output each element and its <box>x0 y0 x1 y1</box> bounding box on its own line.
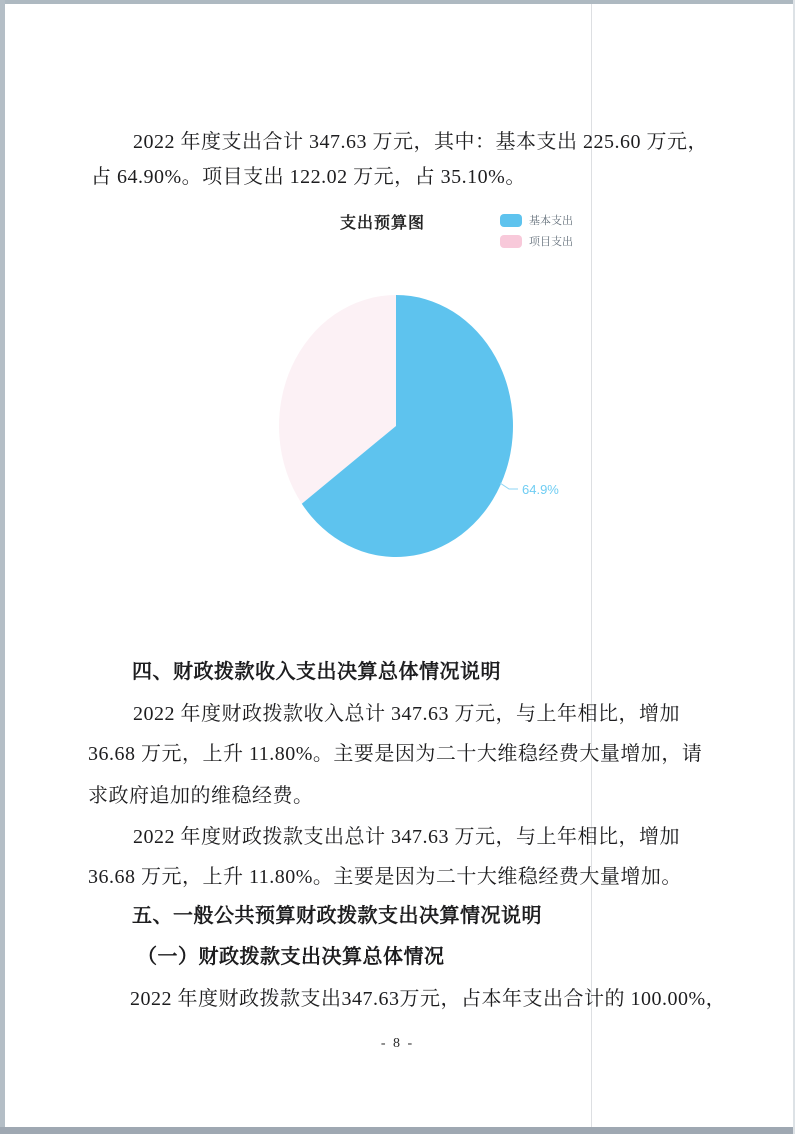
legend-item-basic <box>500 213 573 227</box>
section-four-para2-line-1: 2022 年度财政拨款支出总计 347.63 万元，与上年相比，增加 <box>133 826 680 848</box>
page-number: - 8 - <box>380 1036 415 1051</box>
pie-label-leader-line <box>500 483 518 489</box>
intro-line-1: 2022 年度支出合计 347.63 万元，其中：基本支出 225.60 万元， <box>133 131 708 153</box>
legend-swatch-project-icon <box>500 235 522 248</box>
section-five-heading: 五、一般公共预算财政拨款支出决算情况说明 <box>132 905 542 927</box>
legend-swatch-basic-icon <box>500 214 522 227</box>
section-four-heading: 四、财政拨款收入支出决算总体情况说明 <box>132 661 501 683</box>
section-four-para1-line-1: 2022 年度财政拨款收入总计 347.63 万元，与上年相比，增加 <box>133 703 680 725</box>
pie-chart-svg <box>250 279 650 579</box>
section-five-para-line-1: 2022 年度财政拨款支出347.63万元，占本年支出合计的 100.00%， <box>130 988 727 1010</box>
scan-edge-left <box>0 0 5 1134</box>
pie-chart <box>250 279 650 579</box>
intro-line-2: 占 64.90%。项目支出 122.02 万元，占 35.10%。 <box>91 166 526 188</box>
pie-slice-label: 64.9% <box>522 482 559 497</box>
section-four-para1-line-3: 求政府追加的维稳经费。 <box>88 785 314 807</box>
legend-label-basic: 基本支出 <box>529 215 573 227</box>
legend-label-project: 项目支出 <box>529 236 573 248</box>
legend-item-project <box>500 234 573 248</box>
chart-title: 支出预算图 <box>340 215 426 232</box>
section-four-para2-line-2: 36.68 万元，上升 11.80%。主要是因为二十大维稳经费大量增加。 <box>88 866 682 888</box>
scan-edge-bottom <box>0 1127 795 1134</box>
section-five-subheading: （一）财政拨款支出决算总体情况 <box>137 946 445 968</box>
section-four-para1-line-2: 36.68 万元，上升 11.80%。主要是因为二十大维稳经费大量增加，请 <box>88 743 703 765</box>
scan-edge-top <box>0 0 795 4</box>
